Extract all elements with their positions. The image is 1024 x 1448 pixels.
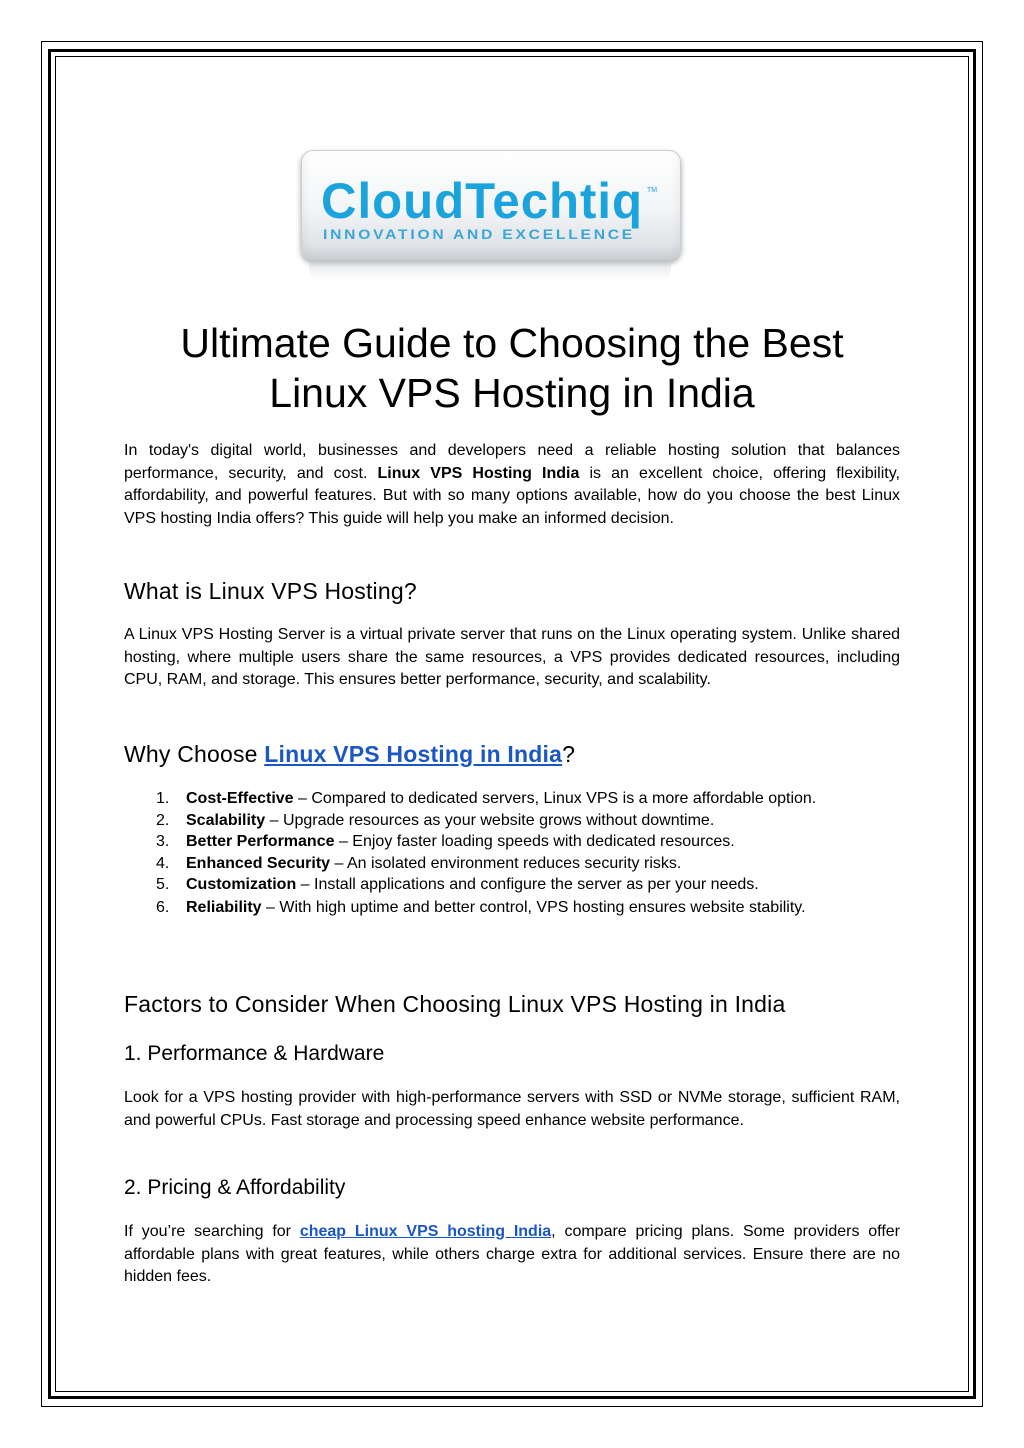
why-choose-qmark: ?: [562, 741, 576, 767]
heading-what-is: What is Linux VPS Hosting?: [124, 578, 417, 604]
list-item: [124, 896, 900, 919]
list-item-title: Reliability: [186, 898, 262, 916]
list-number: 2.: [156, 811, 170, 829]
title-line-2: Linux VPS Hosting in India: [269, 370, 755, 416]
logo-wordmark: [301, 150, 681, 260]
what-is-paragraph: A Linux VPS Hosting Server is a virtual private server that runs on the Linux operating system. Unlike shared hosting, where multiple users share the same resources, a VPS provides dedicated resources, including CPU, RAM, and storage. This ensures better performance, security, and scalability.: [124, 626, 900, 688]
list-item: [124, 788, 900, 810]
pricing-paragraph: [124, 1221, 900, 1289]
heading-why-choose: [124, 740, 924, 768]
list-number: 4.: [156, 854, 170, 872]
list-item-text: – With high uptime and better control, VPS hosting ensures website stability.: [261, 898, 806, 916]
list-item-title: Better Performance: [186, 833, 335, 850]
intro-bold: Linux VPS Hosting India: [377, 464, 580, 482]
logo-brand-text: CloudTechtiq: [321, 173, 643, 229]
list-item-title: Enhanced Security: [186, 854, 331, 872]
pricing-text-1: If you’re searching for: [124, 1223, 300, 1240]
list-item-title: Cost-Effective: [186, 790, 294, 807]
list-item-title: Customization: [186, 876, 297, 893]
heading-performance: 1. Performance & Hardware: [124, 1042, 385, 1065]
list-item-text: – Enjoy faster loading speeds with dedicated resources.: [334, 833, 735, 850]
cheap-vps-link[interactable]: cheap Linux VPS hosting India: [299, 1223, 552, 1240]
logo-tm: TM: [647, 187, 658, 194]
intro-text-1: In today's digital world, businesses and developers need a reliable hosting solution that balances performance, security, and cost.: [124, 442, 900, 482]
list-item-text: – Install applications and configure the server as per your needs.: [296, 876, 759, 893]
intro-text-2: is an excellent choice, offering flexibility, affordability, and powerful features. But with so many options available, how do you choose the best Linux VPS hosting India offers? This guide will help you make an informed decision.: [124, 464, 900, 527]
why-choose-link[interactable]: Linux VPS Hosting in India: [264, 741, 563, 767]
list-item-text: – An isolated environment reduces security risks.: [330, 854, 682, 872]
list-item: [124, 874, 900, 896]
list-item: [124, 853, 900, 875]
pricing-text-2: , compare pricing plans. Some providers offer affordable plans with great features, while others charge extra for additional services. Ensure there are no hidden fees.: [124, 1223, 900, 1285]
list-item: [124, 810, 900, 832]
page-title: [70, 318, 954, 418]
list-number: 3.: [156, 833, 170, 850]
logo-reflection: [309, 258, 671, 280]
list-item: [124, 831, 900, 853]
heading-factors: Factors to Consider When Choosing Linux VPS Hosting in India: [124, 991, 786, 1017]
list-item-title: Scalability: [186, 811, 266, 829]
list-number: 1.: [156, 790, 170, 807]
intro-paragraph: [124, 440, 900, 530]
company-logo: [301, 150, 681, 260]
performance-paragraph: Look for a VPS hosting provider with high-performance servers with SSD or NVMe storage, sufficient RAM, and powerful CPUs. Fast storage and processing speed enhance website performance.: [124, 1089, 900, 1129]
heading-pricing: 2. Pricing & Affordability: [124, 1176, 346, 1199]
benefits-list: [124, 788, 900, 919]
list-item-text: – Compared to dedicated servers, Linux VPS is a more affordable option.: [293, 790, 817, 807]
title-line-1: Ultimate Guide to Choosing the Best: [180, 320, 844, 366]
list-item-text: – Upgrade resources as your website grows without downtime.: [265, 811, 715, 829]
logo-tagline: INNOVATION AND EXCELLENCE: [323, 226, 635, 242]
why-choose-text: Why Choose: [124, 741, 265, 767]
list-number: 6.: [156, 898, 170, 916]
list-number: 5.: [156, 876, 170, 893]
